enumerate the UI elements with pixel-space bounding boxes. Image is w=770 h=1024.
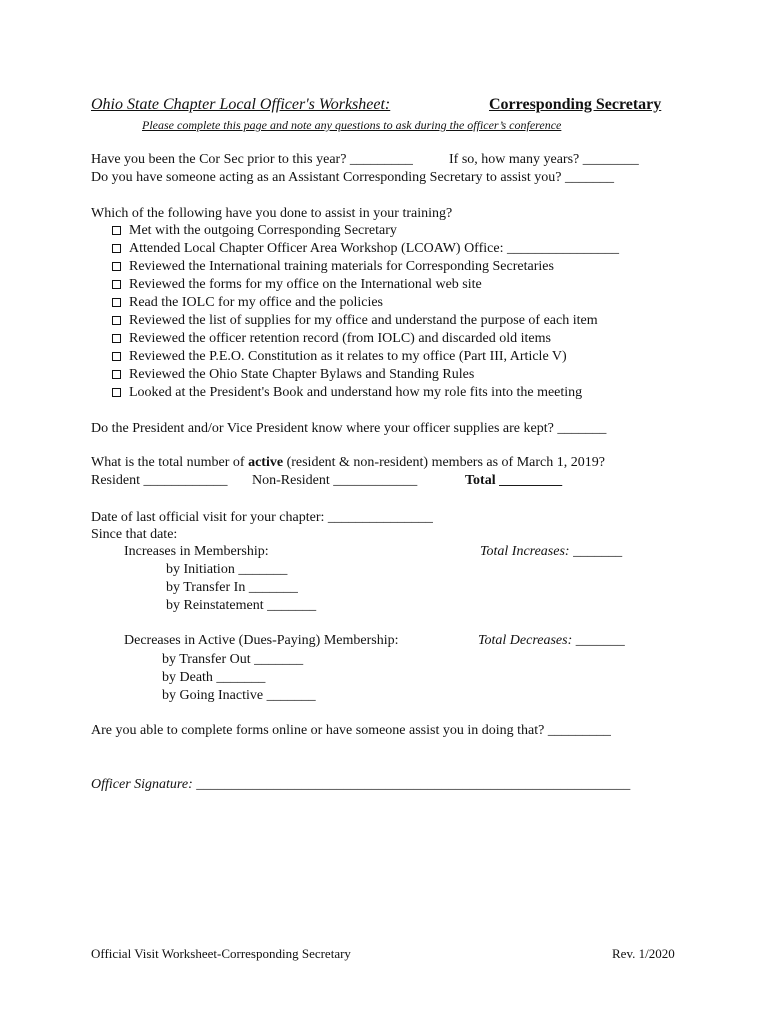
footer-title: Official Visit Worksheet-Corresponding Secretary [91,946,351,961]
training-item [112,384,582,401]
training-item-label: Attended Local Chapter Officer Area Workshop (LCOAW) Office: ________________ [129,241,619,256]
increases-heading: Increases in Membership: [124,544,269,559]
last-visit-field: Date of last official visit for your chapter: _______________ [91,510,433,525]
total-increases-field: Total Increases: _______ [480,544,623,559]
prior-cor-sec-question: Have you been the Cor Sec prior to this year? _________ [91,152,413,167]
signature-line[interactable]: ______________________________________________________________ [196,777,631,792]
active-emphasis: active [248,455,284,470]
checkbox-icon[interactable] [112,370,121,379]
training-item [112,276,482,293]
training-item [112,348,567,365]
checkbox-icon[interactable] [112,334,121,343]
training-item [112,258,554,275]
total-field: Total _________ [465,473,563,488]
nonresident-field: Non-Resident ____________ [252,473,418,488]
checkbox-icon[interactable] [112,388,121,397]
signature-row [91,776,630,793]
training-item-label: Reviewed the list of supplies for my office and understand the purpose of each item [129,313,598,328]
total-decreases-field: Total Decreases: _______ [478,633,625,648]
training-item [112,294,383,311]
checkbox-icon[interactable] [112,244,121,253]
worksheet-title: Ohio State Chapter Local Officer's Worksheet: [91,96,391,113]
training-item [112,330,551,347]
since-label: Since that date: [91,527,178,542]
initiation-field: by Initiation _______ [166,562,288,577]
checkbox-icon[interactable] [112,262,121,271]
transfer-in-field: by Transfer In _______ [166,580,298,595]
training-item [112,366,474,383]
training-item-label: Reviewed the P.E.O. Constitution as it relates to my office (Part III, Article V) [129,349,567,364]
checkbox-icon[interactable] [112,298,121,307]
supplies-question: Do the President and/or Vice President know where your officer supplies are kept? _______ [91,421,607,436]
office-title: Corresponding Secretary [489,96,662,113]
active-members-question [91,454,605,471]
active-members-text-end: (resident & non-resident) members as of March 1, 2019? [283,455,605,470]
resident-field: Resident ____________ [91,473,228,488]
death-field: by Death _______ [162,670,266,685]
inactive-field: by Going Inactive _______ [162,688,316,703]
checkbox-icon[interactable] [112,280,121,289]
training-item-label: Reviewed the Ohio State Chapter Bylaws and Standing Rules [129,367,475,382]
years-question: If so, how many years? ________ [449,152,639,167]
active-members-text: What is the total number of [91,455,249,470]
decreases-heading: Decreases in Active (Dues-Paying) Membership: [124,633,399,648]
training-item-label: Looked at the President's Book and understand how my role fits into the meeting [129,385,583,400]
reinstatement-field: by Reinstatement _______ [166,598,317,613]
training-item-label: Met with the outgoing Corresponding Secretary [129,223,397,238]
training-item-label: Read the IOLC for my office and the policies [129,295,383,310]
training-item-label: Reviewed the International training materials for Corresponding Secretaries [129,259,554,274]
training-item [112,312,598,329]
checkbox-icon[interactable] [112,226,121,235]
checkbox-icon[interactable] [112,352,121,361]
training-item [112,222,397,239]
signature-label: Officer Signature: [91,777,193,792]
checkbox-icon[interactable] [112,316,121,325]
online-question: Are you able to complete forms online or have someone assist you in doing that? _________ [91,723,611,738]
training-prompt: Which of the following have you done to assist in your training? [91,206,453,221]
assistant-question: Do you have someone acting as an Assistant Corresponding Secretary to assist you? _______ [91,170,614,185]
subtitle: Please complete this page and note any questions to ask during the officer’s conference [142,118,562,132]
training-item-label: Reviewed the forms for my office on the International web site [129,277,482,292]
footer-revision: Rev. 1/2020 [612,946,675,961]
transfer-out-field: by Transfer Out _______ [162,652,304,667]
training-item [112,240,619,257]
training-item-label: Reviewed the officer retention record (from IOLC) and discarded old items [129,331,551,346]
